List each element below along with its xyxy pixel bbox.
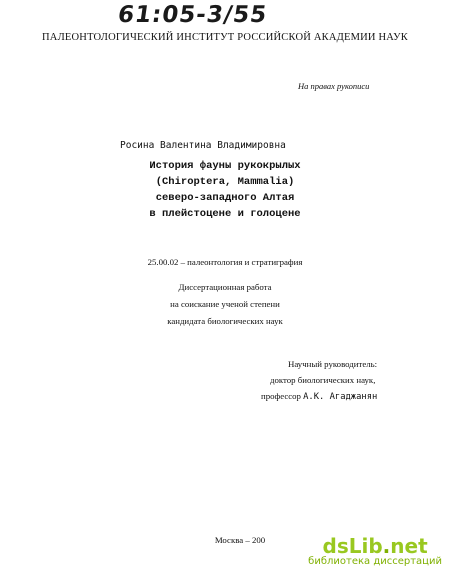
advisor-name: А.К. Агаджанян xyxy=(303,392,378,402)
title-line-1: История фауны рукокрылых xyxy=(149,160,301,172)
advisor-degree: доктор биологических наук, xyxy=(270,375,376,385)
advisor-position: профессор xyxy=(261,391,301,401)
archive-stamp: 61:05-3/55 xyxy=(116,2,269,28)
advisor-label: Научный руководитель: xyxy=(288,359,378,369)
work-type-line-2: на соискание ученой степени xyxy=(170,299,280,309)
logo-main: dsLib xyxy=(322,534,383,558)
dslib-logo xyxy=(308,534,442,558)
advisor-title xyxy=(261,391,377,402)
logo-tld: net xyxy=(390,534,428,558)
work-type-line-3: кандидата биологических наук xyxy=(167,316,283,326)
work-type-line-1: Диссертационная работа xyxy=(178,282,272,292)
institute-name: ПАЛЕОНТОЛОГИЧЕСКИЙ ИНСТИТУТ РОССИЙСКОЙ АКАДЕМИИ НАУК xyxy=(42,32,408,43)
dslib-watermark[interactable] xyxy=(308,534,442,567)
logo-dot: . xyxy=(382,534,391,558)
title-line-2: (Chiroptera, Mammalia) xyxy=(155,176,295,188)
manuscript-rights-note: На правах рукописи xyxy=(298,81,370,91)
title-line-4: в плейстоцене и голоцене xyxy=(149,208,301,220)
specialty-code: 25.00.02 – палеонтология и стратиграфия xyxy=(147,257,303,267)
title-line-3: северо-западного Алтая xyxy=(155,192,295,204)
author-name: Росина Валентина Владимировна xyxy=(120,140,286,151)
city-year: Москва – 200 xyxy=(214,535,266,545)
watermark-subtitle: библиотека диссертаций xyxy=(308,556,442,567)
